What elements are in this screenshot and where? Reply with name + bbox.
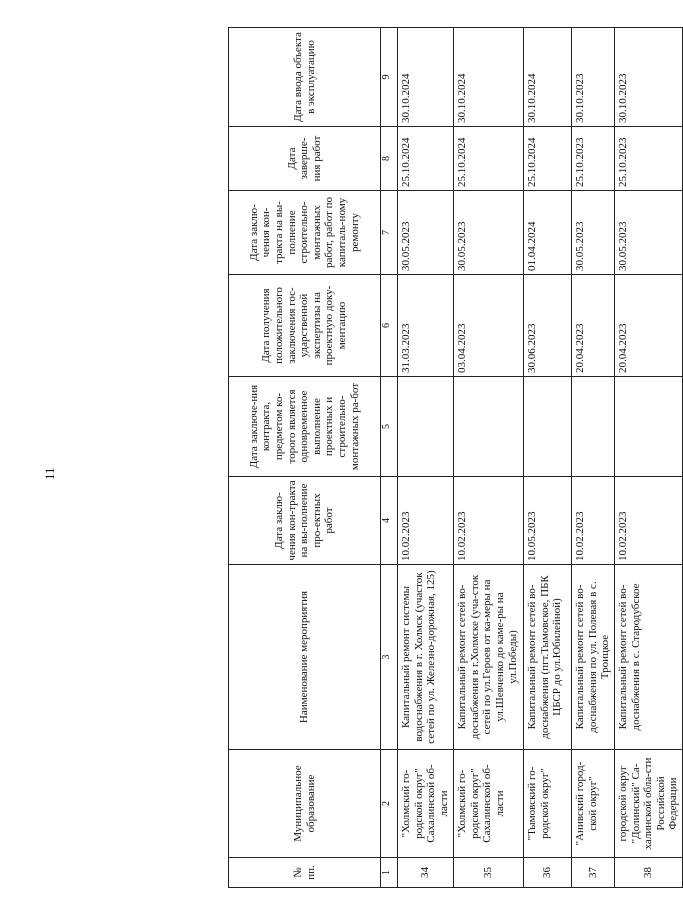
date-cell: 20.04.2023 [614,275,682,377]
header-cell: Наименование мероприятия [229,565,381,750]
date-cell: 30.06.2023 [524,275,572,377]
municipality-cell: "Холмский го-родской округ" Сахалинской об-ласти [398,750,454,858]
column-number: 4 [381,477,398,565]
header-cell: Дата заклю-чения кон-тракта на вы-полнение про-ектных работ [229,477,381,565]
date-cell: 20.04.2023 [572,275,615,377]
date-cell: 30.10.2023 [614,28,682,127]
date-cell [454,377,524,477]
header-cell: Муниципальное образование [229,750,381,858]
date-cell [398,377,454,477]
municipality-cell: "Анивский город-ской округ" [572,750,615,858]
date-cell: 10.02.2023 [398,477,454,565]
date-cell: 25.10.2023 [572,127,615,191]
date-cell: 01.04.2024 [524,191,572,275]
column-number-row [381,28,398,888]
measure-name-cell: Капитальный ремонт сетей во-доснабжения по ул. Полевая в с. Троицкое [572,565,615,750]
date-cell: 25.10.2023 [614,127,682,191]
municipality-cell: "Тымовский го-родской округ" [524,750,572,858]
table-row [614,28,682,888]
header-cell: Дата получения положительного заключения гос-ударственной экспертизы на проектную доку-ментацию [229,275,381,377]
header-cell: Дата заверше-ния работ [229,127,381,191]
rotated-table-wrapper [228,28,680,888]
header-row [229,28,381,888]
header-cell: № пп. [229,858,381,888]
row-number: 38 [614,858,682,888]
column-number: 6 [381,275,398,377]
header-cell: Дата ввода объекта в эксплуатацию [229,28,381,127]
date-cell: 30.05.2023 [454,191,524,275]
table-row [572,28,615,888]
page-number: 11 [42,467,57,480]
date-cell [524,377,572,477]
column-number: 8 [381,127,398,191]
column-number: 3 [381,565,398,750]
column-number: 2 [381,750,398,858]
column-number: 7 [381,191,398,275]
date-cell: 03.04.2023 [454,275,524,377]
table-row [524,28,572,888]
municipality-cell: "Холмский го-родской округ" Сахалинской об-ласти [454,750,524,858]
date-cell: 30.10.2024 [454,28,524,127]
date-cell: 10.02.2023 [572,477,615,565]
date-cell: 30.10.2024 [398,28,454,127]
date-cell: 30.10.2024 [524,28,572,127]
header-cell: Дата заключе-ния контракта, предметом ко-торого является одновременное выполнение проектных и строительно-монтажных ра-бот [229,377,381,477]
date-cell [614,377,682,477]
municipality-cell: городской округ "Долинский" Са-халинской обла-сти Российской Федерации [614,750,682,858]
measure-name-cell: Капитальный ремонт сетей во-доснабжения в г.Холмске (уча-сток сетей по ул.Героев от ка-меры на ул.Шевченко до каме-ры на ул.Победы) [454,565,524,750]
date-cell: 25.10.2024 [454,127,524,191]
date-cell: 30.05.2023 [572,191,615,275]
date-cell: 30.05.2023 [614,191,682,275]
date-cell: 10.02.2023 [614,477,682,565]
column-number: 1 [381,858,398,888]
date-cell: 25.10.2024 [524,127,572,191]
row-number: 36 [524,858,572,888]
date-cell [572,377,615,477]
date-cell: 31.03.2023 [398,275,454,377]
date-cell: 30.10.2023 [572,28,615,127]
table-row [454,28,524,888]
date-cell: 10.02.2023 [454,477,524,565]
row-number: 34 [398,858,454,888]
measure-name-cell: Капитальный ремонт системы водоснабжения в г. Холмск (участок сетей по ул. Железно-дорожная, 125) [398,565,454,750]
row-number: 37 [572,858,615,888]
column-number: 9 [381,28,398,127]
measure-name-cell: Капитальный ремонт сетей во-доснабжения (пгт.Тымовское, ПБК ЦБСР до ул.Юбилейной) [524,565,572,750]
header-cell: Дата заклю-чения кон-тракта на вы-полнение строительно-монтажных работ, работ по капиталь-ному ремонту [229,191,381,275]
column-number: 5 [381,377,398,477]
date-cell: 30.05.2023 [398,191,454,275]
date-cell: 10.05.2023 [524,477,572,565]
measure-name-cell: Капитальный ремонт сетей во-доснабжения в с. Стародубское [614,565,682,750]
table-row [398,28,454,888]
data-table [228,27,683,888]
row-number: 35 [454,858,524,888]
date-cell: 25.10.2024 [398,127,454,191]
